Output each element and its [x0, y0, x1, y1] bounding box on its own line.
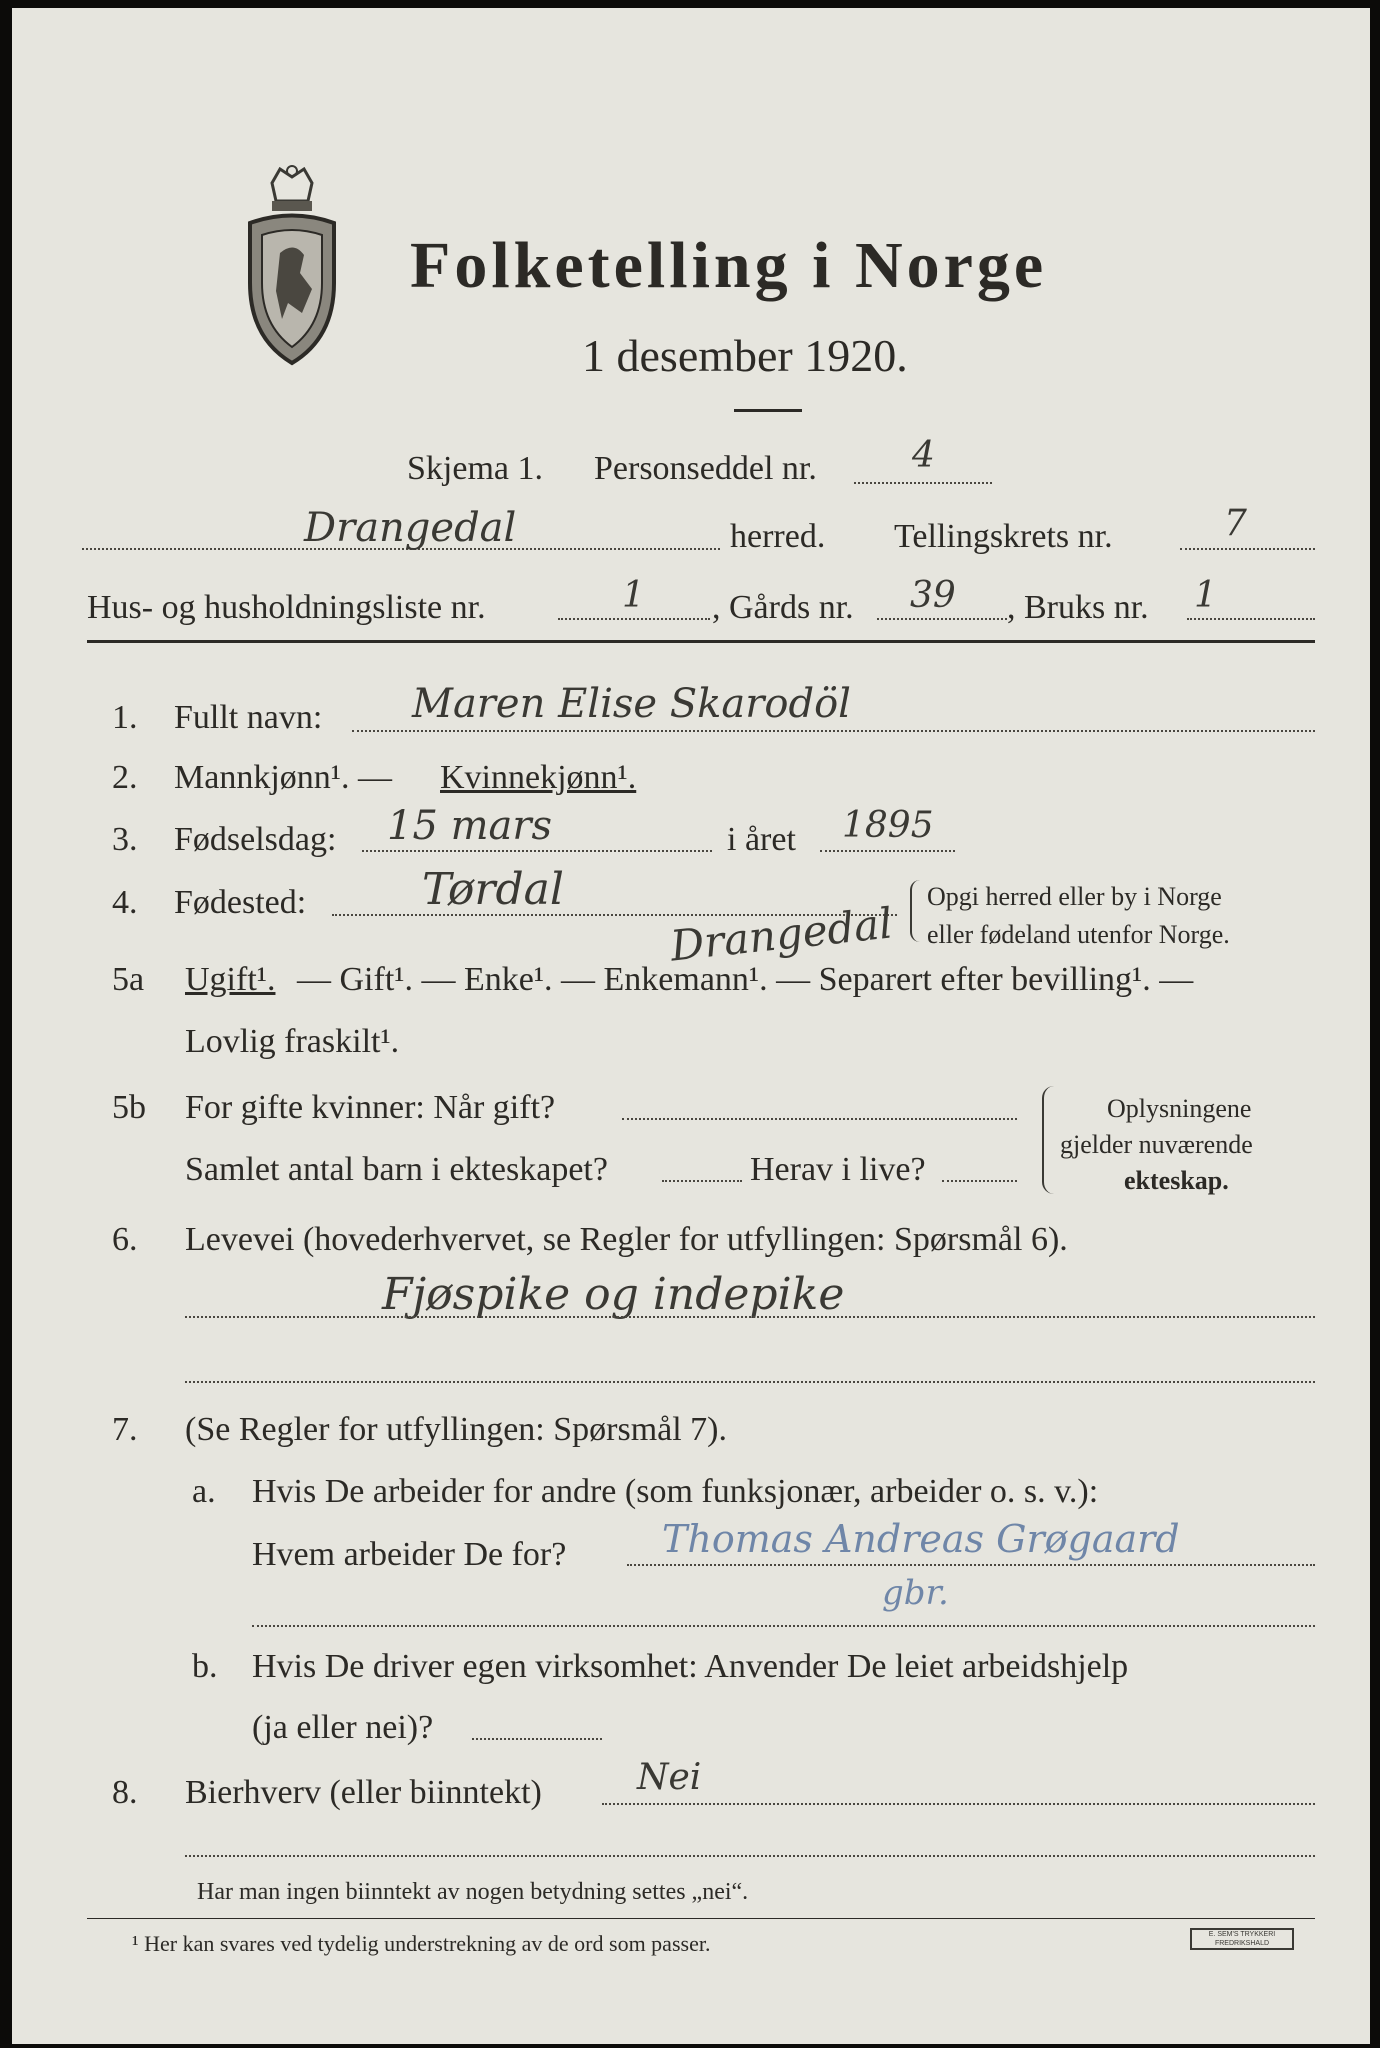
q5a-number: 5a	[112, 961, 145, 998]
husliste-value[interactable]: 1	[622, 575, 645, 616]
q7-label: (Se Regler for utfyllingen: Spørsmål 7).	[185, 1411, 728, 1448]
q4-note-brace	[910, 880, 920, 942]
q6-label: Levevei (hovederhvervet, se Regler for utfyllingen: Spørsmål 6).	[185, 1221, 1068, 1258]
q6-value[interactable]: Fjøspike og indepike	[382, 1269, 845, 1320]
q8-note: Har man ingen biinntekt av nogen betydning settes „nei“.	[197, 1879, 749, 1905]
q4-label: Fødested:	[174, 884, 307, 921]
q7a-line2	[252, 1625, 1315, 1627]
tellingskrets-line	[1180, 548, 1315, 550]
q6-line2	[185, 1381, 1315, 1383]
q7a-line2: Hvem arbeider De for?	[252, 1536, 567, 1573]
q6-line1	[185, 1316, 1315, 1318]
q4-note-line2: eller fødeland utenfor Norge.	[927, 920, 1230, 949]
q7a-letter: a.	[192, 1473, 216, 1510]
form-date: 1 desember 1920.	[582, 330, 908, 381]
tellingskrets-value[interactable]: 7	[1224, 503, 1247, 544]
q5b-live-line	[942, 1180, 1017, 1182]
q6-number: 6.	[112, 1221, 138, 1258]
q1-number: 1.	[112, 699, 138, 736]
skjema-label: Skjema 1.	[407, 450, 543, 487]
husliste-label: Hus- og husholdningsliste nr.	[87, 589, 486, 626]
q5b-note1: Oplysningene	[1107, 1094, 1252, 1123]
q5a-line2: Lovlig fraskilt¹.	[185, 1023, 400, 1060]
bruks-line	[1187, 618, 1315, 620]
q3-year-value[interactable]: 1895	[842, 805, 934, 846]
q8-number: 8.	[112, 1774, 138, 1811]
q2-number: 2.	[112, 759, 138, 796]
q3-number: 3.	[112, 821, 138, 858]
q7a-value[interactable]: Thomas Andreas Grøgaard	[662, 1517, 1180, 1561]
husliste-line	[558, 618, 710, 620]
q8-value[interactable]: Nei	[637, 1757, 702, 1798]
gards-label: , Gårds nr.	[712, 589, 854, 626]
norwegian-coat-of-arms-icon	[242, 163, 342, 373]
bruks-value[interactable]: 1	[1194, 575, 1217, 616]
q5b-note3: ekteskap.	[1124, 1166, 1229, 1195]
personseddel-line	[854, 482, 992, 484]
q5b-line2a: Samlet antal barn i ekteskapet?	[185, 1151, 608, 1188]
census-form-page	[12, 8, 1370, 2044]
bruks-label: , Bruks nr.	[1007, 589, 1149, 626]
q1-line	[352, 730, 1315, 732]
gards-value[interactable]: 39	[910, 575, 956, 616]
q1-value[interactable]: Maren Elise Skarodöl	[412, 681, 851, 727]
q5a-rest: — Gift¹. — Enke¹. — Enkemann¹. — Separert efter bevilling¹. —	[297, 961, 1194, 998]
q7-number: 7.	[112, 1411, 138, 1448]
q5a-ugift[interactable]: Ugift¹.	[185, 961, 276, 998]
q2-kvinne[interactable]: Kvinnekjønn¹.	[440, 759, 637, 796]
q7b-letter: b.	[192, 1648, 218, 1685]
form-title: Folketelling i Norge	[410, 229, 1048, 302]
gards-line	[877, 618, 1007, 620]
footnote: ¹ Her kan svares ved tydelig understrekning av de ord som passer.	[132, 1931, 711, 1956]
herred-value[interactable]: Drangedal	[304, 505, 517, 551]
q7a-line	[627, 1564, 1315, 1566]
tellingskrets-label: Tellingskrets nr.	[894, 518, 1113, 555]
printer-stamp: E. SEM'S TRYKKERI FREDRIKSHALD	[1190, 1928, 1294, 1950]
q4-note-line1: Opgi herred eller by i Norge	[927, 882, 1222, 911]
q3-year-label: i året	[727, 821, 796, 858]
q4-correction[interactable]: Drangedal	[667, 898, 895, 971]
footnote-divider	[87, 1918, 1315, 1919]
q7b-line	[472, 1738, 602, 1740]
herred-label: herred.	[730, 518, 826, 555]
q3-value[interactable]: 15 mars	[387, 803, 553, 849]
q5b-barn-line	[662, 1180, 742, 1182]
q4-number: 4.	[112, 884, 138, 921]
q5b-number: 5b	[112, 1089, 146, 1126]
q7a-value2[interactable]: gbr.	[882, 1573, 949, 1613]
q5b-gift-line	[622, 1118, 1017, 1120]
q4-value[interactable]: Tørdal	[422, 864, 564, 915]
q1-label: Fullt navn:	[174, 699, 323, 736]
q5b-note-brace	[1042, 1086, 1054, 1194]
q3-year-line	[820, 850, 955, 852]
personseddel-value[interactable]: 4	[912, 435, 935, 476]
q3-line	[362, 850, 712, 852]
q2-mann: Mannkjønn¹. —	[174, 759, 392, 796]
q3-label: Fødselsdag:	[174, 821, 337, 858]
q5b-line2b: Herav i live?	[750, 1151, 926, 1188]
q7b-line2: (ja eller nei)?	[252, 1709, 434, 1746]
q8-line2	[185, 1855, 1315, 1857]
q8-line	[602, 1803, 1315, 1805]
q5b-note2: gjelder nuværende	[1060, 1130, 1253, 1159]
q8-label: Bierhverv (eller biinntekt)	[185, 1774, 542, 1811]
personseddel-label: Personseddel nr.	[594, 450, 817, 487]
header-divider	[87, 640, 1315, 643]
q7a-line1: Hvis De arbeider for andre (som funksjonær, arbeider o. s. v.):	[252, 1473, 1099, 1510]
q5b-line1: For gifte kvinner: Når gift?	[185, 1089, 556, 1126]
q7b-line1: Hvis De driver egen virksomhet: Anvender De leiet arbeidshjelp	[252, 1648, 1129, 1685]
title-divider	[734, 409, 802, 412]
